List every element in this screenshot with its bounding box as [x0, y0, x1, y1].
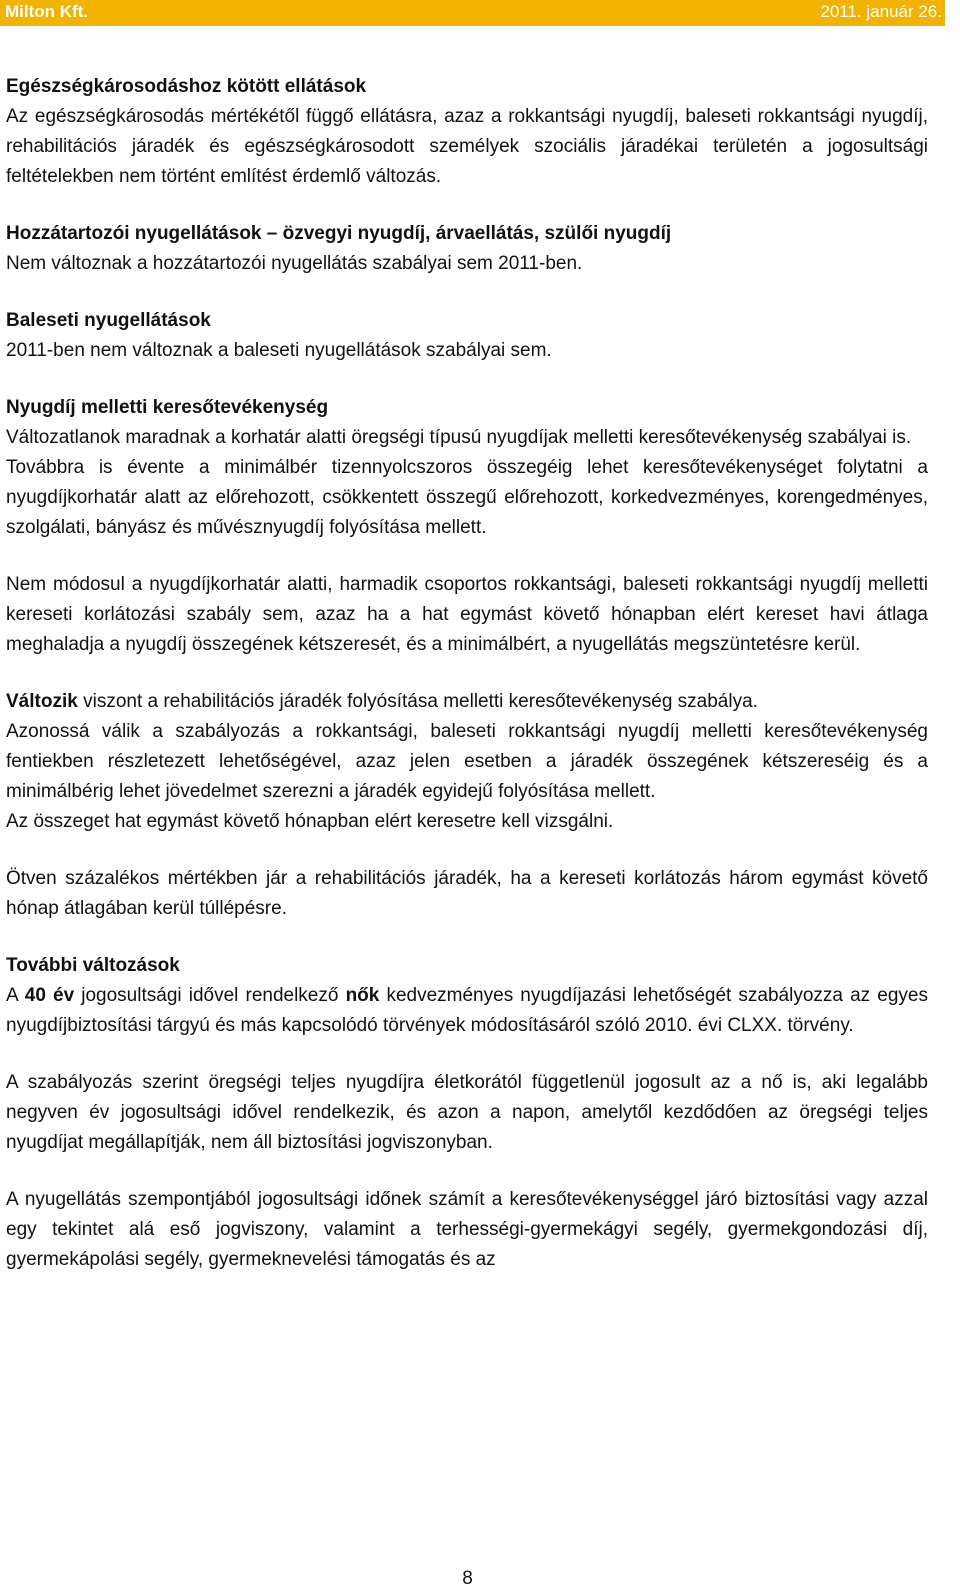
paragraph: [6, 687, 928, 717]
emphasis: Változik: [6, 691, 78, 712]
page-header: [0, 0, 945, 26]
section-title: Egészségkárosodáshoz kötött ellátások: [6, 76, 367, 97]
paragraph-text: viszont a rehabilitációs járadék folyósítása melletti keresőtevékenység szabálya.: [77, 691, 758, 712]
paragraph: A szabályozás szerint öregségi teljes nyugdíjra életkorától függetlenül jogosult az a nő is, aki legalább negyven év jogosultsági idővel rendelkezik, és azon a napon, amelytől kezdődően az öregségi teljes nyugdíjat megállapítják, nem áll biztosítási jogviszonyban.: [6, 1072, 928, 1153]
paragraph: Nem módosul a nyugdíjkorhatár alatti, harmadik csoportos rokkantsági, baleseti rokkantsági nyugdíj melletti kereseti korlátozási szabály sem, azaz ha a hat egymást követő hónapban elért kereset havi átlaga meghaladja a nyugdíj összegének kétszeresét, és a minimálbért, a nyugellátás megszüntetésre kerül.: [6, 574, 928, 655]
paragraph: Továbbra is évente a minimálbér tizennyolcszoros összegéig lehet keresőtevékenységet folytatni a nyugdíjkorhatár alatt az előrehozott, csökkentett összegű előrehozott, korkedvezményes, korengedményes, szolgálati, bányász és művésznyugdíj folyósítása mellett.: [6, 457, 928, 538]
section-title: Nyugdíj melletti keresőtevékenység: [6, 397, 329, 418]
company-name: Milton Kft.: [5, 2, 89, 21]
paragraph: Azonossá válik a szabályozás a rokkantsági, baleseti rokkantsági nyugdíj melletti keresőtevékenység fentiekben részletezett lehetőségével, azaz jelen esetben a járadék összegének kétszereséig és a minimálbérig lehet jövedelmet szerezni a járadék egyidejű folyósítása mellett.: [6, 721, 928, 802]
paragraph: [6, 981, 928, 1041]
paragraph: Változatlanok maradnak a korhatár alatti öregségi típusú nyugdíjak melletti keresőtevékenység szabályai is.: [6, 427, 912, 448]
section-title: Hozzátartozói nyugellátások – özvegyi nyugdíj, árvaellátás, szülői nyugdíj: [6, 223, 672, 244]
section-text: Az egészségkárosodás mértékétől függő ellátásra, azaz a rokkantsági nyugdíj, baleseti rokkantsági nyugdíj, rehabilitációs járadék és egészségkárosodott személyek szociális járadékai területén a jogosultsági feltételekben nem történt említést érdemlő változás.: [6, 106, 928, 187]
section-text: Nem változnak a hozzátartozói nyugellátás szabályai sem 2011-ben.: [6, 253, 583, 274]
section-title: További változások: [6, 955, 180, 976]
section-text: 2011-ben nem változnak a baleseti nyugellátások szabályai sem.: [6, 340, 552, 361]
emphasis: nők: [345, 985, 380, 1006]
emphasis: 40 év: [24, 985, 75, 1006]
paragraph-text: kedvezményes nyugdíjazási lehetőségét szabályozza az egyes nyugdíjbiztosítási tárgyú és más kapcsolódó törvények módosításáról szóló 2010. évi CLXX. törvény.: [6, 985, 928, 1036]
paragraph: A nyugellátás szempontjából jogosultsági időnek számít a keresőtevékenységgel járó biztosítási vagy azzal egy tekintet alá eső jogviszony, valamint a terhességi-gyermekágyi segély, gyermekgondozási díj, gyermekápolási segély, gyermeknevelési támogatás és az: [6, 1189, 928, 1270]
paragraph: Ötven százalékos mértékben jár a rehabilitációs járadék, ha a kereseti korlátozás három egymást követő hónap átlagában kerül túllépésre.: [6, 868, 928, 919]
page-number: 8: [462, 1568, 473, 1589]
paragraph-text: jogosultsági idővel rendelkező: [74, 985, 346, 1006]
paragraph-text: A: [6, 985, 25, 1006]
paragraph: Az összeget hat egymást követő hónapban elért keresetre kell vizsgálni.: [6, 811, 614, 832]
document-body: [6, 72, 928, 1275]
header-date: 2011. január 26.: [820, 2, 942, 21]
section-title: Baleseti nyugellátások: [6, 310, 211, 331]
